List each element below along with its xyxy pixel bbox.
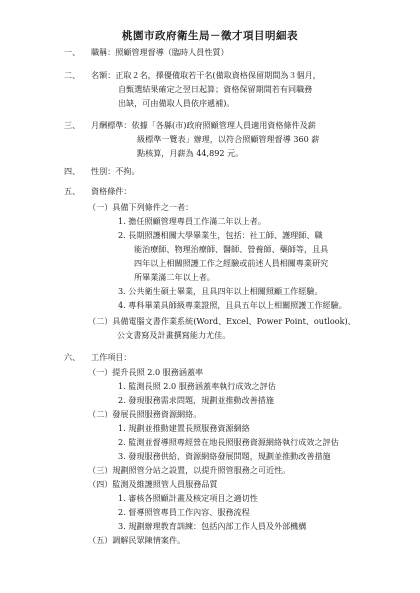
work-group: （三）規劃照管分站之設置，以提升照管服務之可近性。 <box>88 465 291 475</box>
work-group: （五）調解民眾陳情案件。 <box>88 535 186 545</box>
section-heading: 名額：正取２名，擇優備取若干名(備取資格保留期間為３個月， <box>91 70 321 80</box>
section-heading: 月酬標準：依據「各縣(市)政府照顧管理人員適用資格條件及薪 <box>91 120 316 130</box>
work-group: （二）發展長照服務資源網絡。 <box>88 409 202 419</box>
qualification-item: 1. 擔任照顧管理專員工作滿二年以上者。 <box>118 216 266 226</box>
section-number: 五、 <box>64 186 81 196</box>
work-item: 1. 監測長照 2.0 服務涵蓋率執行成效之評估 <box>118 381 276 391</box>
work-item: 3. 規劃辦理教育訓練：包括內部工作人員及外部機構 <box>118 521 307 531</box>
section-number: 一、 <box>64 47 81 57</box>
work-group: （一）提升長照 2.0 服務涵蓋率 <box>88 367 204 377</box>
work-item: 2. 監測並督導照專經營在地長照服務資源網絡執行成效之評估 <box>118 437 339 447</box>
work-item: 2. 督導照管專員工作內容、服務流程 <box>118 507 250 517</box>
section-text: 出缺，可由備取人員依序遞補)。 <box>118 98 235 108</box>
work-item: 2. 發現服務需求問題，規劃並推動改善措施 <box>118 395 274 405</box>
section-text: 點核算，月薪為 44,892 元。 <box>137 148 244 158</box>
section-heading: 工作項目： <box>91 352 132 362</box>
section-number: 三、 <box>64 120 81 130</box>
qualification-item: 2. 長期照護相關大學畢業生，包括：社工師、護理師、職 <box>118 230 323 240</box>
section-heading: 職稱：照顧管理督導（臨時人員性質） <box>91 47 229 57</box>
section-text: 自甄選結果確定之翌日起算；資格保留期間若有同職務 <box>118 84 313 94</box>
document-title: 桃園市政府衛生局－徵才項目明細表 <box>122 30 298 42</box>
qualification-item: 所畢業滿二年以上者。 <box>134 272 215 282</box>
work-group: （四）監測及維護照管人員服務品質 <box>88 479 218 489</box>
qualification-item: 4. 專科畢業具師級專業證照，且具五年以上相關照護工作經驗。 <box>118 300 347 310</box>
qualification-item: 公文書寫及計畫撰寫能力尤佳。 <box>117 330 231 340</box>
qualification-item: 四年以上相關照護工作之經驗或前述人員相關專業研究 <box>134 258 329 268</box>
section-heading: 資格條件： <box>91 186 132 196</box>
section-number: 四、 <box>64 166 81 176</box>
section-number: 六、 <box>64 352 81 362</box>
section-number: 二、 <box>64 70 81 80</box>
qualification-item: 能治療師、物理治療師、醫師、營養師、藥師等，且具 <box>134 244 329 254</box>
qualification-group: （一）具備下列條件之一者： <box>88 202 194 212</box>
work-item: 1. 規劃並推動建置長照服務資源網絡 <box>118 423 250 433</box>
qualification-group: （二）具備電腦文書作業系統(Word、Excel、Power Point、outlook)、 <box>88 316 356 326</box>
section-heading: 性別：不拘。 <box>91 166 140 176</box>
work-item: 3. 發現服務供給、資源網絡發展問題，規劃並推動改善措施 <box>118 451 331 461</box>
work-item: 1. 審核各照顧計畫及核定項目之適切性 <box>118 493 258 503</box>
qualification-item: 3. 公共衛生碩士畢業，且具四年以上相關照顧工作經驗。 <box>118 286 323 296</box>
section-text: 級標準一覽表」辦理，以符合照顧管理督導 360 薪 <box>137 134 320 144</box>
